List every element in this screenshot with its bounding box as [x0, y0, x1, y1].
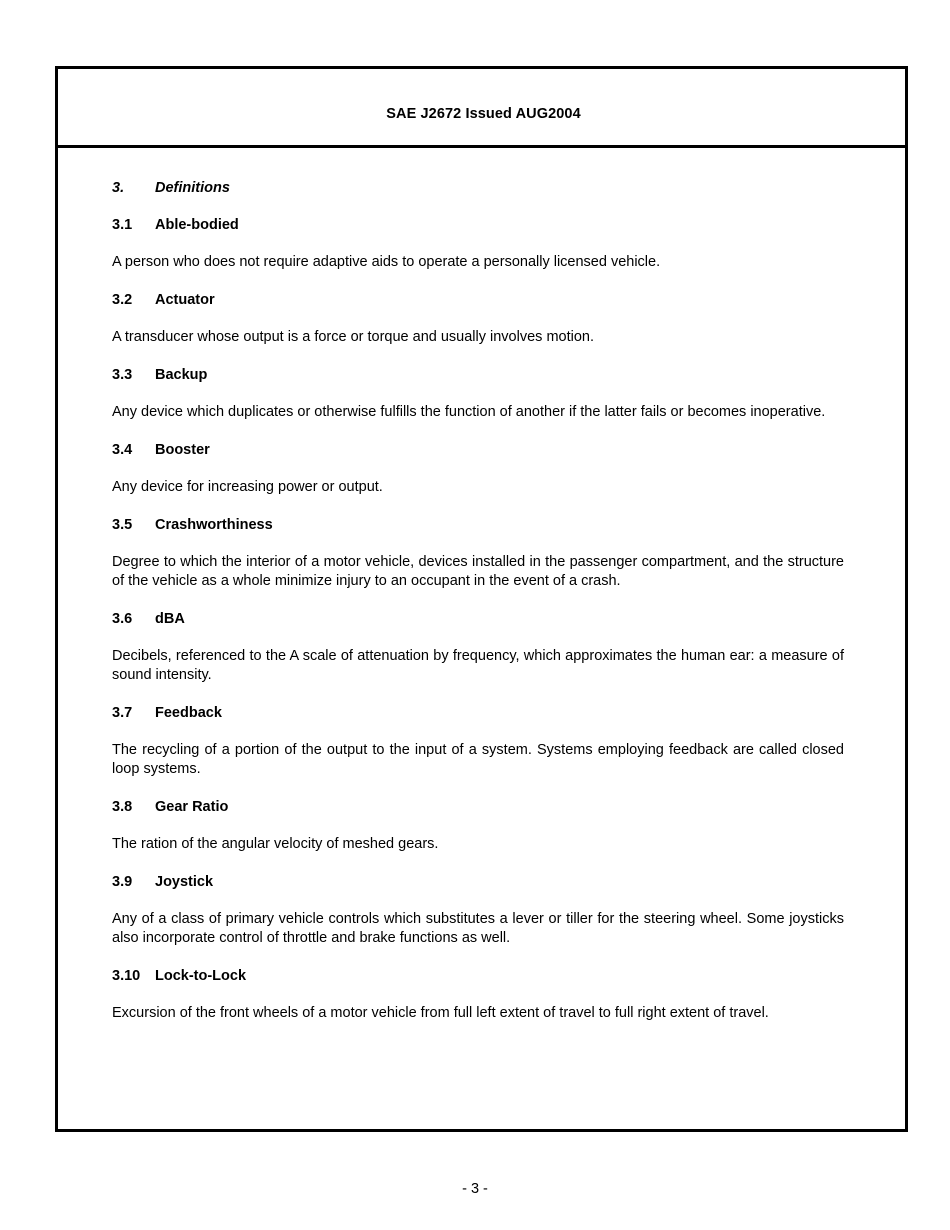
- definition-text: A person who does not require adaptive aids to operate a personally licensed vehicle.: [112, 254, 661, 270]
- page-number: - 3 -: [462, 1181, 488, 1197]
- definition-term: Feedback: [155, 705, 222, 721]
- section-heading: [112, 179, 844, 197]
- section-title: Definitions: [155, 180, 230, 196]
- definition-text: The recycling of a portion of the output to the input of a system. Systems employing feedback are called closed loop systems.: [112, 742, 844, 777]
- definition-item: [112, 291, 844, 347]
- definition-number: 3.2: [112, 292, 133, 308]
- document-title: SAE J2672 Issued AUG2004: [386, 106, 581, 122]
- definition-item: [112, 366, 844, 422]
- definition-number: 3.1: [112, 217, 133, 233]
- definition-text: A transducer whose output is a force or torque and usually involves motion.: [112, 329, 594, 345]
- definition-item: [112, 873, 844, 948]
- definition-term: dBA: [155, 611, 185, 627]
- definition-text: Excursion of the front wheels of a motor vehicle from full left extent of travel to full right extent of travel.: [112, 1005, 769, 1021]
- definition-term: Crashworthiness: [155, 517, 273, 533]
- definition-term: Booster: [155, 442, 210, 458]
- definition-item: [112, 704, 844, 779]
- definition-number: 3.5: [112, 517, 133, 533]
- definition-number: 3.6: [112, 611, 133, 627]
- definition-text: Degree to which the interior of a motor vehicle, devices installed in the passenger compartment, and the structure of the vehicle as a whole minimize injury to an occupant in the event of a crash.: [112, 554, 844, 589]
- definition-term: Lock-to-Lock: [155, 968, 247, 984]
- definition-text: Any of a class of primary vehicle controls which substitutes a lever or tiller for the steering wheel. Some joysticks also incorporate control of throttle and brake functions as well.: [112, 911, 844, 946]
- definition-heading: [112, 610, 844, 628]
- definition-text: Any device which duplicates or otherwise fulfills the function of another if the latter fails or becomes inoperative.: [112, 404, 826, 420]
- definition-item: [112, 441, 844, 497]
- definition-heading: [112, 798, 844, 816]
- definition-text: The ration of the angular velocity of meshed gears.: [112, 836, 439, 852]
- definition-item: [112, 967, 844, 1023]
- definition-term: Able-bodied: [155, 217, 239, 233]
- definition-number: 3.7: [112, 705, 133, 721]
- definition-number: 3.8: [112, 799, 133, 815]
- definition-text: Any device for increasing power or output.: [112, 479, 383, 495]
- definition-number: 3.3: [112, 367, 133, 383]
- definition-item: [112, 798, 844, 854]
- definitions-content: [112, 179, 844, 1023]
- definition-text: Decibels, referenced to the A scale of attenuation by frequency, which approximates the human ear: a measure of sound intensity.: [112, 648, 844, 683]
- definition-term: Joystick: [155, 874, 214, 890]
- page-frame: [55, 66, 908, 1132]
- definition-heading: [112, 873, 844, 891]
- document-header: [58, 69, 905, 148]
- definition-heading: [112, 291, 844, 309]
- definition-item: [112, 216, 844, 272]
- definition-term: Backup: [155, 367, 208, 383]
- definition-heading: [112, 216, 844, 234]
- definition-number: 3.10: [112, 968, 141, 984]
- definition-item: [112, 610, 844, 685]
- definition-term: Gear Ratio: [155, 799, 229, 815]
- definition-term: Actuator: [155, 292, 215, 308]
- definition-heading: [112, 704, 844, 722]
- definition-heading: [112, 967, 844, 985]
- definition-item: [112, 516, 844, 591]
- definition-heading: [112, 441, 844, 459]
- definition-number: 3.9: [112, 874, 133, 890]
- definition-heading: [112, 516, 844, 534]
- definition-heading: [112, 366, 844, 384]
- section-number: 3.: [112, 180, 125, 196]
- definition-number: 3.4: [112, 442, 133, 458]
